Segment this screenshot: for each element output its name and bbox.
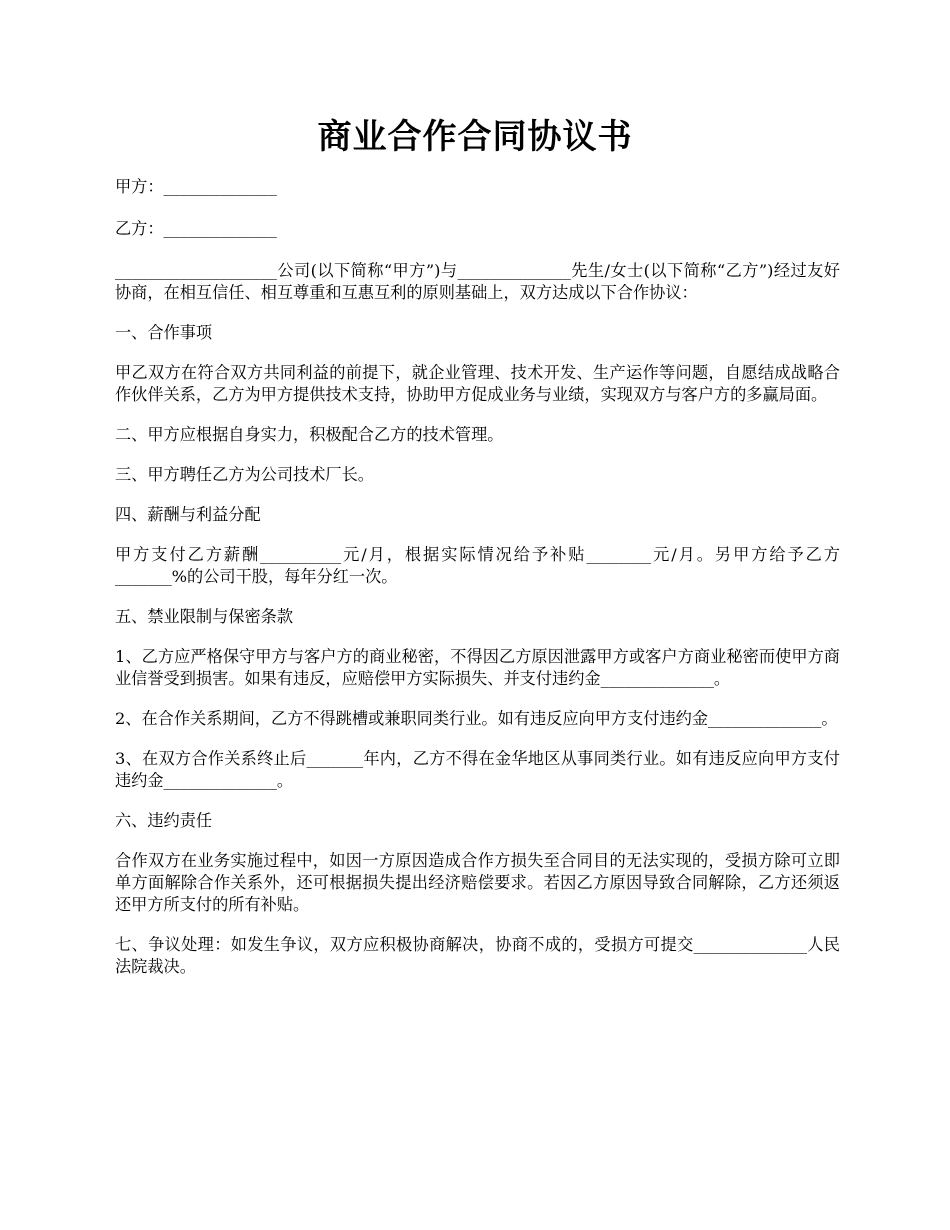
section-appointment: 三、甲方聘任乙方为公司技术厂长。 xyxy=(115,465,374,484)
party-b-line: 乙方：______________ xyxy=(115,219,277,238)
section-heading-liability: 六、违约责任 xyxy=(115,811,213,830)
section-heading-confidentiality: 五、禁业限制与保密条款 xyxy=(115,607,294,626)
confidentiality-item-2: 2、在合作关系期间，乙方不得跳槽或兼职同类行业。如有违反应向甲方支付违约金______________。 xyxy=(115,709,838,728)
section-dispute: 七、争议处理：如发生争议，双方应积极协商解决，协商不成的，受损方可提交______________人民法院裁决。 xyxy=(115,935,840,976)
confidentiality-item-3: 3、在双方合作关系终止后_______年内，乙方不得在金华地区从事同类行业。如有违反应向甲方支付违约金______________。 xyxy=(115,749,840,790)
document-body xyxy=(115,176,840,996)
section-body-cooperation: 甲乙双方在符合双方共同利益的前提下，就企业管理、技术开发、生产运作等问题，自愿结成战略合作伙伴关系，乙方为甲方提供技术支持，协助甲方促成业务与业绩，实现双方与客户方的多赢局面。 xyxy=(115,363,840,404)
intro-paragraph: ____________________公司(以下简称“甲方”)与______________先生/女士(以下简称“乙方”)经过友好协商，在相互信任、相互尊重和互惠互利的原则基础上，双方达成以下合作协议： xyxy=(115,261,840,302)
party-a-line: 甲方：______________ xyxy=(115,177,277,196)
section-heading-cooperation: 一、合作事项 xyxy=(115,323,213,342)
section-party-a-cooperate: 二、甲方应根据自身实力，积极配合乙方的技术管理。 xyxy=(115,425,504,444)
section-body-compensation: 甲方支付乙方薪酬__________元/月，根据实际情况给予补贴________元/月。另甲方给予乙方_______%的公司干股，每年分红一次。 xyxy=(115,545,840,586)
confidentiality-item-1: 1、乙方应严格保守甲方与客户方的商业秘密，不得因乙方原因泄露甲方或客户方商业秘密而使甲方商业信誉受到损害。如果有违反，应赔偿甲方实际损失、并支付违约金______________。 xyxy=(115,647,840,688)
document-title: 商业合作合同协议书 xyxy=(317,117,633,157)
section-heading-compensation: 四、薪酬与利益分配 xyxy=(115,505,261,524)
section-body-liability: 合作双方在业务实施过程中，如因一方原因造成合作方损失至合同目的无法实现的，受损方除可立即单方面解除合作关系外，还可根据损失提出经济赔偿要求。若因乙方原因导致合同解除，乙方还须返还甲方所支付的所有补贴。 xyxy=(115,851,840,914)
